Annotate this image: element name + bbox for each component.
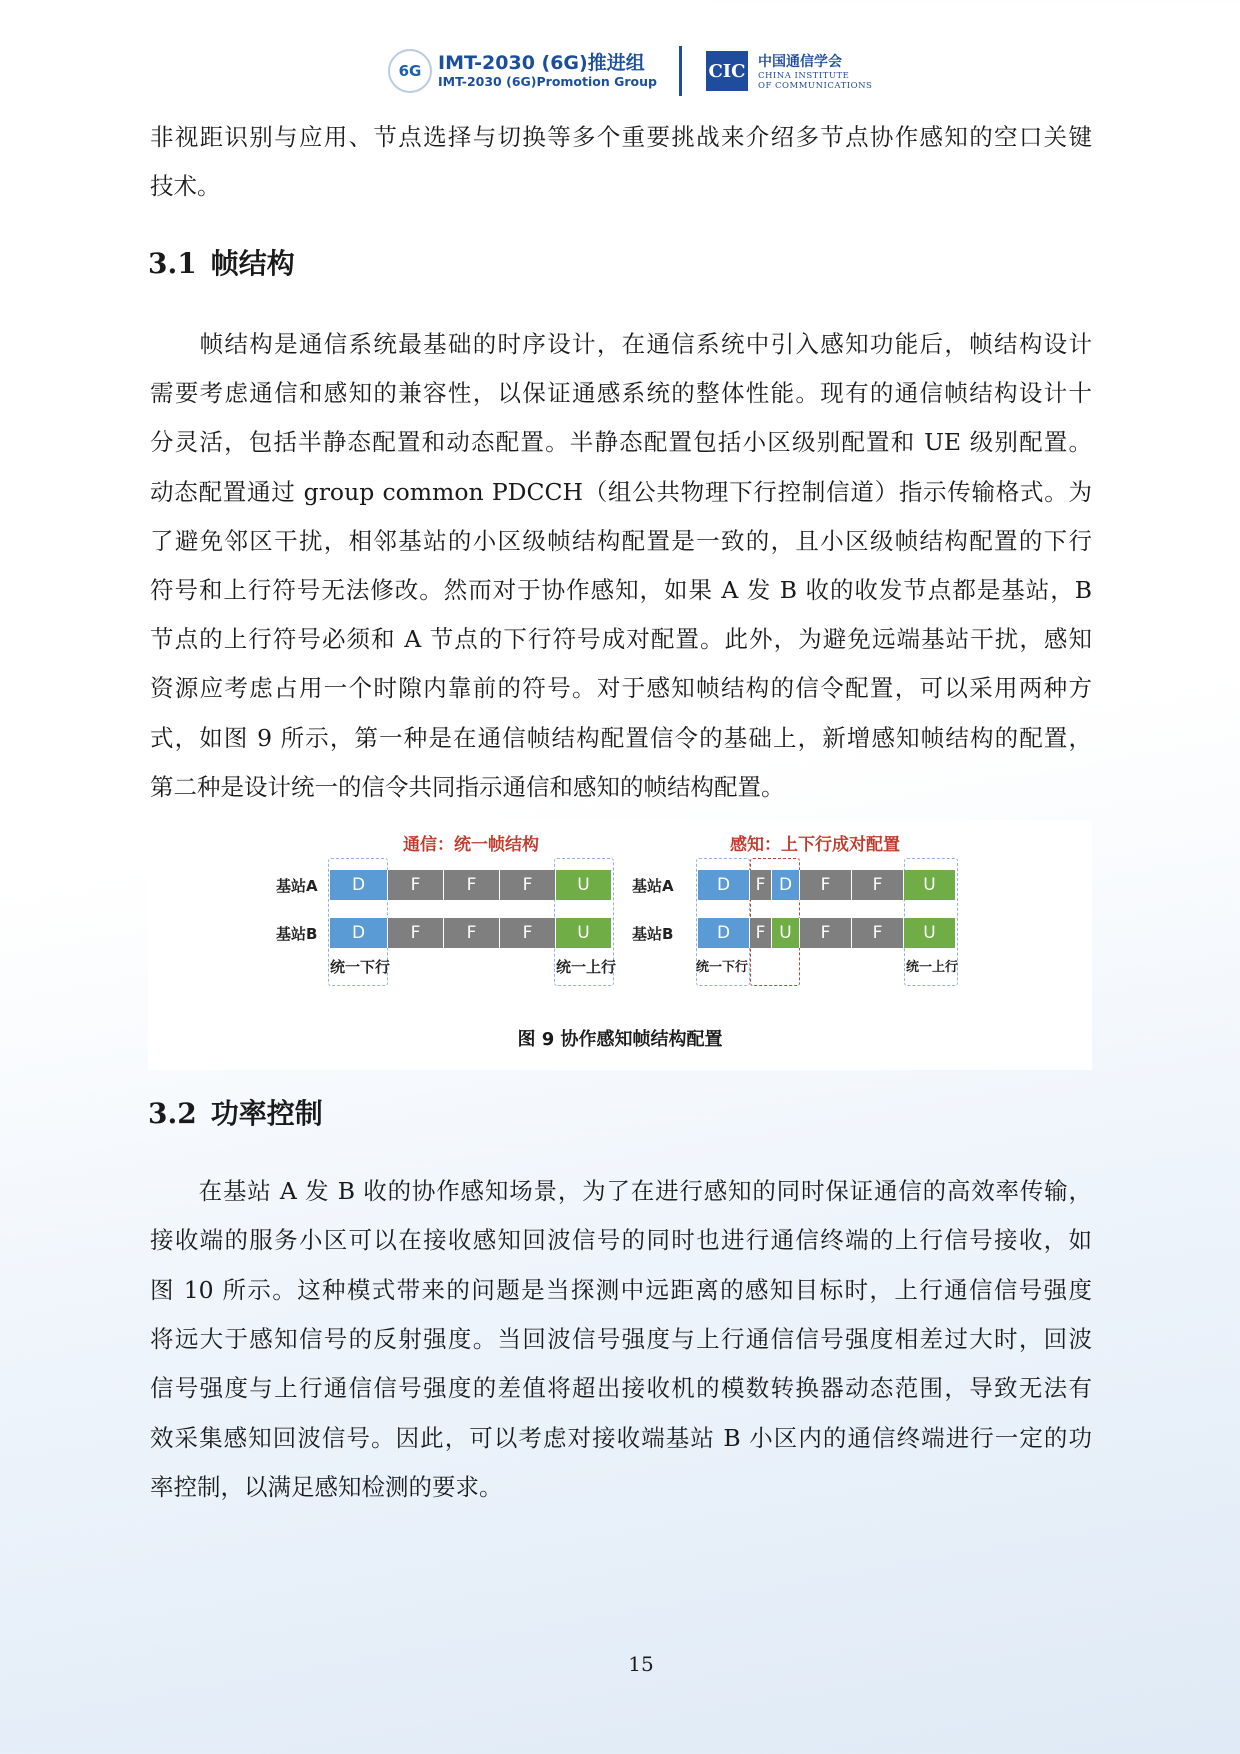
section-number: 3.1	[148, 247, 197, 280]
text-line: 动态配置通过 group common PDCCH（组公共物理下行控制信道）指示传输格式。为	[150, 477, 1092, 506]
text-line: 需要考虑通信和感知的兼容性，以保证通感系统的整体性能。现有的通信帧结构设计十	[150, 379, 1092, 408]
slot-F: F	[388, 870, 444, 900]
slot-F: F	[852, 918, 904, 948]
slot-U: U	[904, 870, 956, 900]
slot-U: U	[556, 870, 612, 900]
slot-F: F	[500, 870, 556, 900]
station-label: 基站A	[276, 877, 318, 895]
text-line: 式，如图 9 所示，第一种是在通信帧结构配置信令的基础上，新增感知帧结构的配置，	[150, 723, 1092, 752]
text-line: 第二种是设计统一的信令共同指示通信和感知的帧结构配置。	[150, 772, 785, 801]
section-heading-3-2	[148, 1092, 323, 1132]
header-divider	[679, 46, 682, 96]
downlink-label: 统一下行	[330, 958, 391, 976]
text-line: 非视距识别与应用、节点选择与切换等多个重要挑战来介绍多节点协作感知的空口关键	[150, 123, 1092, 151]
section-title: 功率控制	[210, 1097, 323, 1130]
text-line: 接收端的服务小区可以在接收感知回波信号的同时也进行通信终端的上行信号接收，如	[150, 1226, 1092, 1255]
text-line: 将远大于感知信号的反射强度。当回波信号强度与上行通信信号强度相差过大时，回波	[150, 1324, 1092, 1353]
imt2030-name	[438, 52, 657, 90]
text-line: 信号强度与上行通信信号强度的差值将超出接收机的模数转换器动态范围，导致无法有	[150, 1374, 1092, 1403]
cic-name	[758, 51, 872, 91]
org1-cn: IMT-2030 (6G)推进组	[438, 52, 645, 74]
text-line: 帧结构是通信系统最基础的时序设计，在通信系统中引入感知功能后，帧结构设计	[150, 330, 1092, 358]
slot-F: F	[800, 870, 852, 900]
slot-D: D	[772, 870, 800, 900]
text-line: 资源应考虑占用一个时隙内靠前的符号。对于感知帧结构的信令配置，可以采用两种方	[150, 674, 1092, 703]
page-header	[388, 45, 872, 97]
station-label: 基站B	[276, 925, 318, 943]
text-line: 了避免邻区干扰，相邻基站的小区级帧结构配置是一致的，且小区级帧结构配置的下行	[150, 526, 1092, 555]
right-diagram-title: 感知：上下行成对配置	[730, 835, 900, 855]
slot-F: F	[444, 918, 500, 948]
slot-F: F	[750, 918, 772, 948]
imt2030-logo: 6G	[388, 49, 432, 93]
page-number: 15	[628, 1652, 654, 1676]
text-line: 符号和上行符号无法修改。然而对于协作感知，如果 A 发 B 收的收发节点都是基站，B	[150, 576, 1092, 604]
text-line: 图 10 所示。这种模式带来的问题是当探测中远距离的感知目标时，上行通信信号强度	[150, 1275, 1092, 1304]
slot-F: F	[500, 918, 556, 948]
slot-D: D	[330, 870, 388, 900]
text-line: 分灵活，包括半静态配置和动态配置。半静态配置包括小区级别配置和 UE 级别配置。	[150, 428, 1092, 457]
text-line: 率控制，以满足感知检测的要求。	[150, 1472, 503, 1501]
slot-U: U	[772, 918, 800, 948]
org2-en2: OF COMMUNICATIONS	[757, 81, 873, 91]
org1-en: IMT-2030 (6G)Promotion Group	[438, 74, 657, 89]
slot-D: D	[698, 918, 750, 948]
slot-F: F	[750, 870, 772, 900]
text-line: 节点的上行符号必须和 A 节点的下行符号成对配置。此外，为避免远端基站干扰，感知	[150, 625, 1092, 654]
uplink-label: 统一上行	[556, 958, 617, 976]
text-line: 在基站 A 发 B 收的协作感知场景，为了在进行感知的同时保证通信的高效率传输，	[150, 1177, 1092, 1205]
left-diagram-title: 通信：统一帧结构	[403, 835, 539, 855]
downlink-label: 统一下行	[696, 960, 749, 975]
figure-caption: 图 9 协作感知帧结构配置	[517, 1029, 723, 1050]
section-heading-3-1	[148, 242, 295, 282]
uplink-label: 统一上行	[906, 960, 959, 975]
section-number: 3.2	[148, 1097, 197, 1130]
text-line: 技术。	[150, 172, 221, 200]
slot-D: D	[698, 870, 750, 900]
slot-U: U	[556, 918, 612, 948]
slot-F: F	[852, 870, 904, 900]
org2-cn: 中国通信学会	[757, 54, 842, 70]
slot-F: F	[444, 870, 500, 900]
cic-logo: CIC	[706, 51, 748, 91]
org2-en1: CHINA INSTITUTE	[757, 71, 850, 81]
station-label: 基站B	[632, 925, 674, 943]
slot-D: D	[330, 918, 388, 948]
slot-U: U	[904, 918, 956, 948]
slot-F: F	[388, 918, 444, 948]
station-label: 基站A	[632, 877, 674, 895]
section-title: 帧结构	[210, 247, 295, 280]
slot-F: F	[800, 918, 852, 948]
text-line: 效采集感知回波信号。因此，可以考虑对接收端基站 B 小区内的通信终端进行一定的功	[150, 1423, 1092, 1452]
figure-9	[148, 820, 1092, 1070]
